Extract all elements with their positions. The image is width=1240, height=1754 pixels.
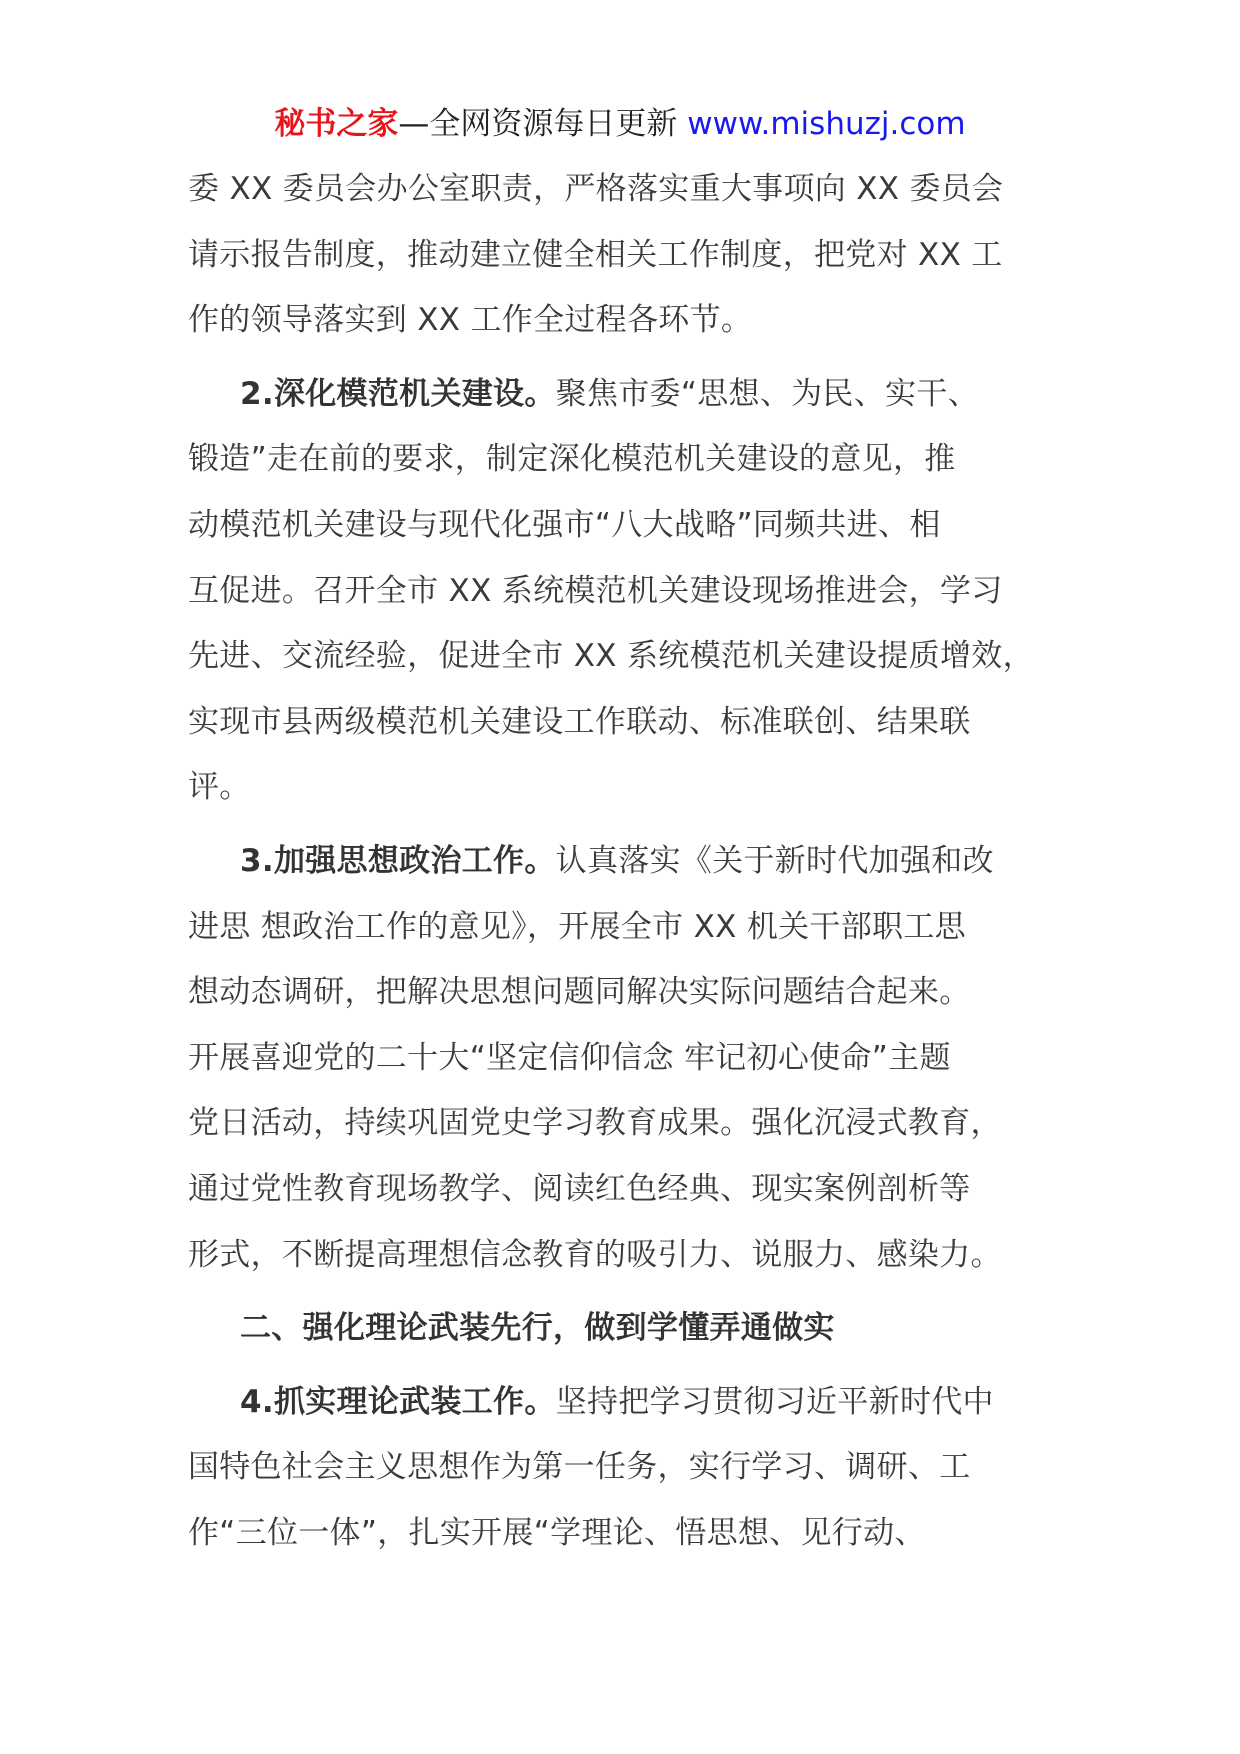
document-body (188, 157, 1088, 1566)
paragraph-1 (188, 157, 1088, 354)
text-line: 实现市县两级模范机关建设工作联动、标准联创、结果联 (188, 703, 971, 740)
section-heading (188, 1296, 1088, 1362)
text-line: 国特色社会主义思想作为第一任务，实行学习、调研、工 (188, 1449, 971, 1486)
text-line: 评。 (188, 769, 251, 806)
text-segment: 坚持把学习贯彻习近平新时代中 (555, 1383, 994, 1420)
text-line: 进思 想政治工作的意见》，开展全市 XX 机关干部职工思 (188, 908, 966, 945)
site-url-link[interactable]: www.mishuzj.com (687, 106, 966, 142)
header-tagline: —全网资源每日更新 (398, 106, 688, 142)
section-lead: 3.加强思想政治工作。 (240, 842, 556, 879)
heading-text: 二、强化理论武装先行，做到学懂弄通做实 (240, 1310, 835, 1347)
text-line: 作“三位一体”，扎实开展“学理论、悟思想、见行动、 (188, 1514, 926, 1551)
paragraph-2 (188, 362, 1088, 821)
text-line: 锻造”走在前的要求，制定深化模范机关建设的意见，推 (188, 441, 956, 478)
text-line: 通过党性教育现场教学、阅读红色经典、现实案例剖析等 (188, 1170, 971, 1207)
text-line: 请示报告制度，推动建立健全相关工作制度，把党对 XX 工 (188, 236, 1003, 273)
text-line: 委 XX 委员会办公室职责，严格落实重大事项向 XX 委员会 (188, 171, 1004, 207)
text-line (188, 1370, 1088, 1436)
section-lead: 2.深化模范机关建设。 (240, 375, 556, 412)
section-lead: 4.抓实理论武装工作。 (240, 1383, 556, 1420)
site-header (0, 100, 1240, 148)
text-line: 先进、交流经验，促进全市 XX 系统模范机关建设提质增效， (188, 638, 1034, 675)
text-segment: 认真落实《关于新时代加强和改 (555, 842, 994, 879)
text-segment: 聚焦市委“思想、为民、实干、 (555, 375, 979, 412)
text-line: 党日活动，持续巩固党史学习教育成果。强化沉浸式教育， (188, 1105, 1002, 1142)
text-line: 想动态调研，把解决思想问题同解决实际问题结合起来。 (188, 974, 971, 1011)
text-line (188, 829, 1088, 895)
paragraph-4 (188, 1370, 1088, 1567)
text-line: 形式，不断提高理想信念教育的吸引力、说服力、感染力。 (188, 1236, 1002, 1273)
text-line: 互促进。召开全市 XX 系统模范机关建设现场推进会，学习 (188, 572, 1003, 609)
text-line (188, 362, 1088, 428)
brand-name: 秘书之家 (274, 106, 399, 142)
paragraph-3 (188, 829, 1088, 1288)
text-line: 动模范机关建设与现代化强市“八大战略”同频共进、相 (188, 506, 941, 543)
text-line: 开展喜迎党的二十大“坚定信仰信念 牢记初心使命”主题 (188, 1039, 951, 1076)
text-line: 作的领导落实到 XX 工作全过程各环节。 (188, 302, 753, 339)
